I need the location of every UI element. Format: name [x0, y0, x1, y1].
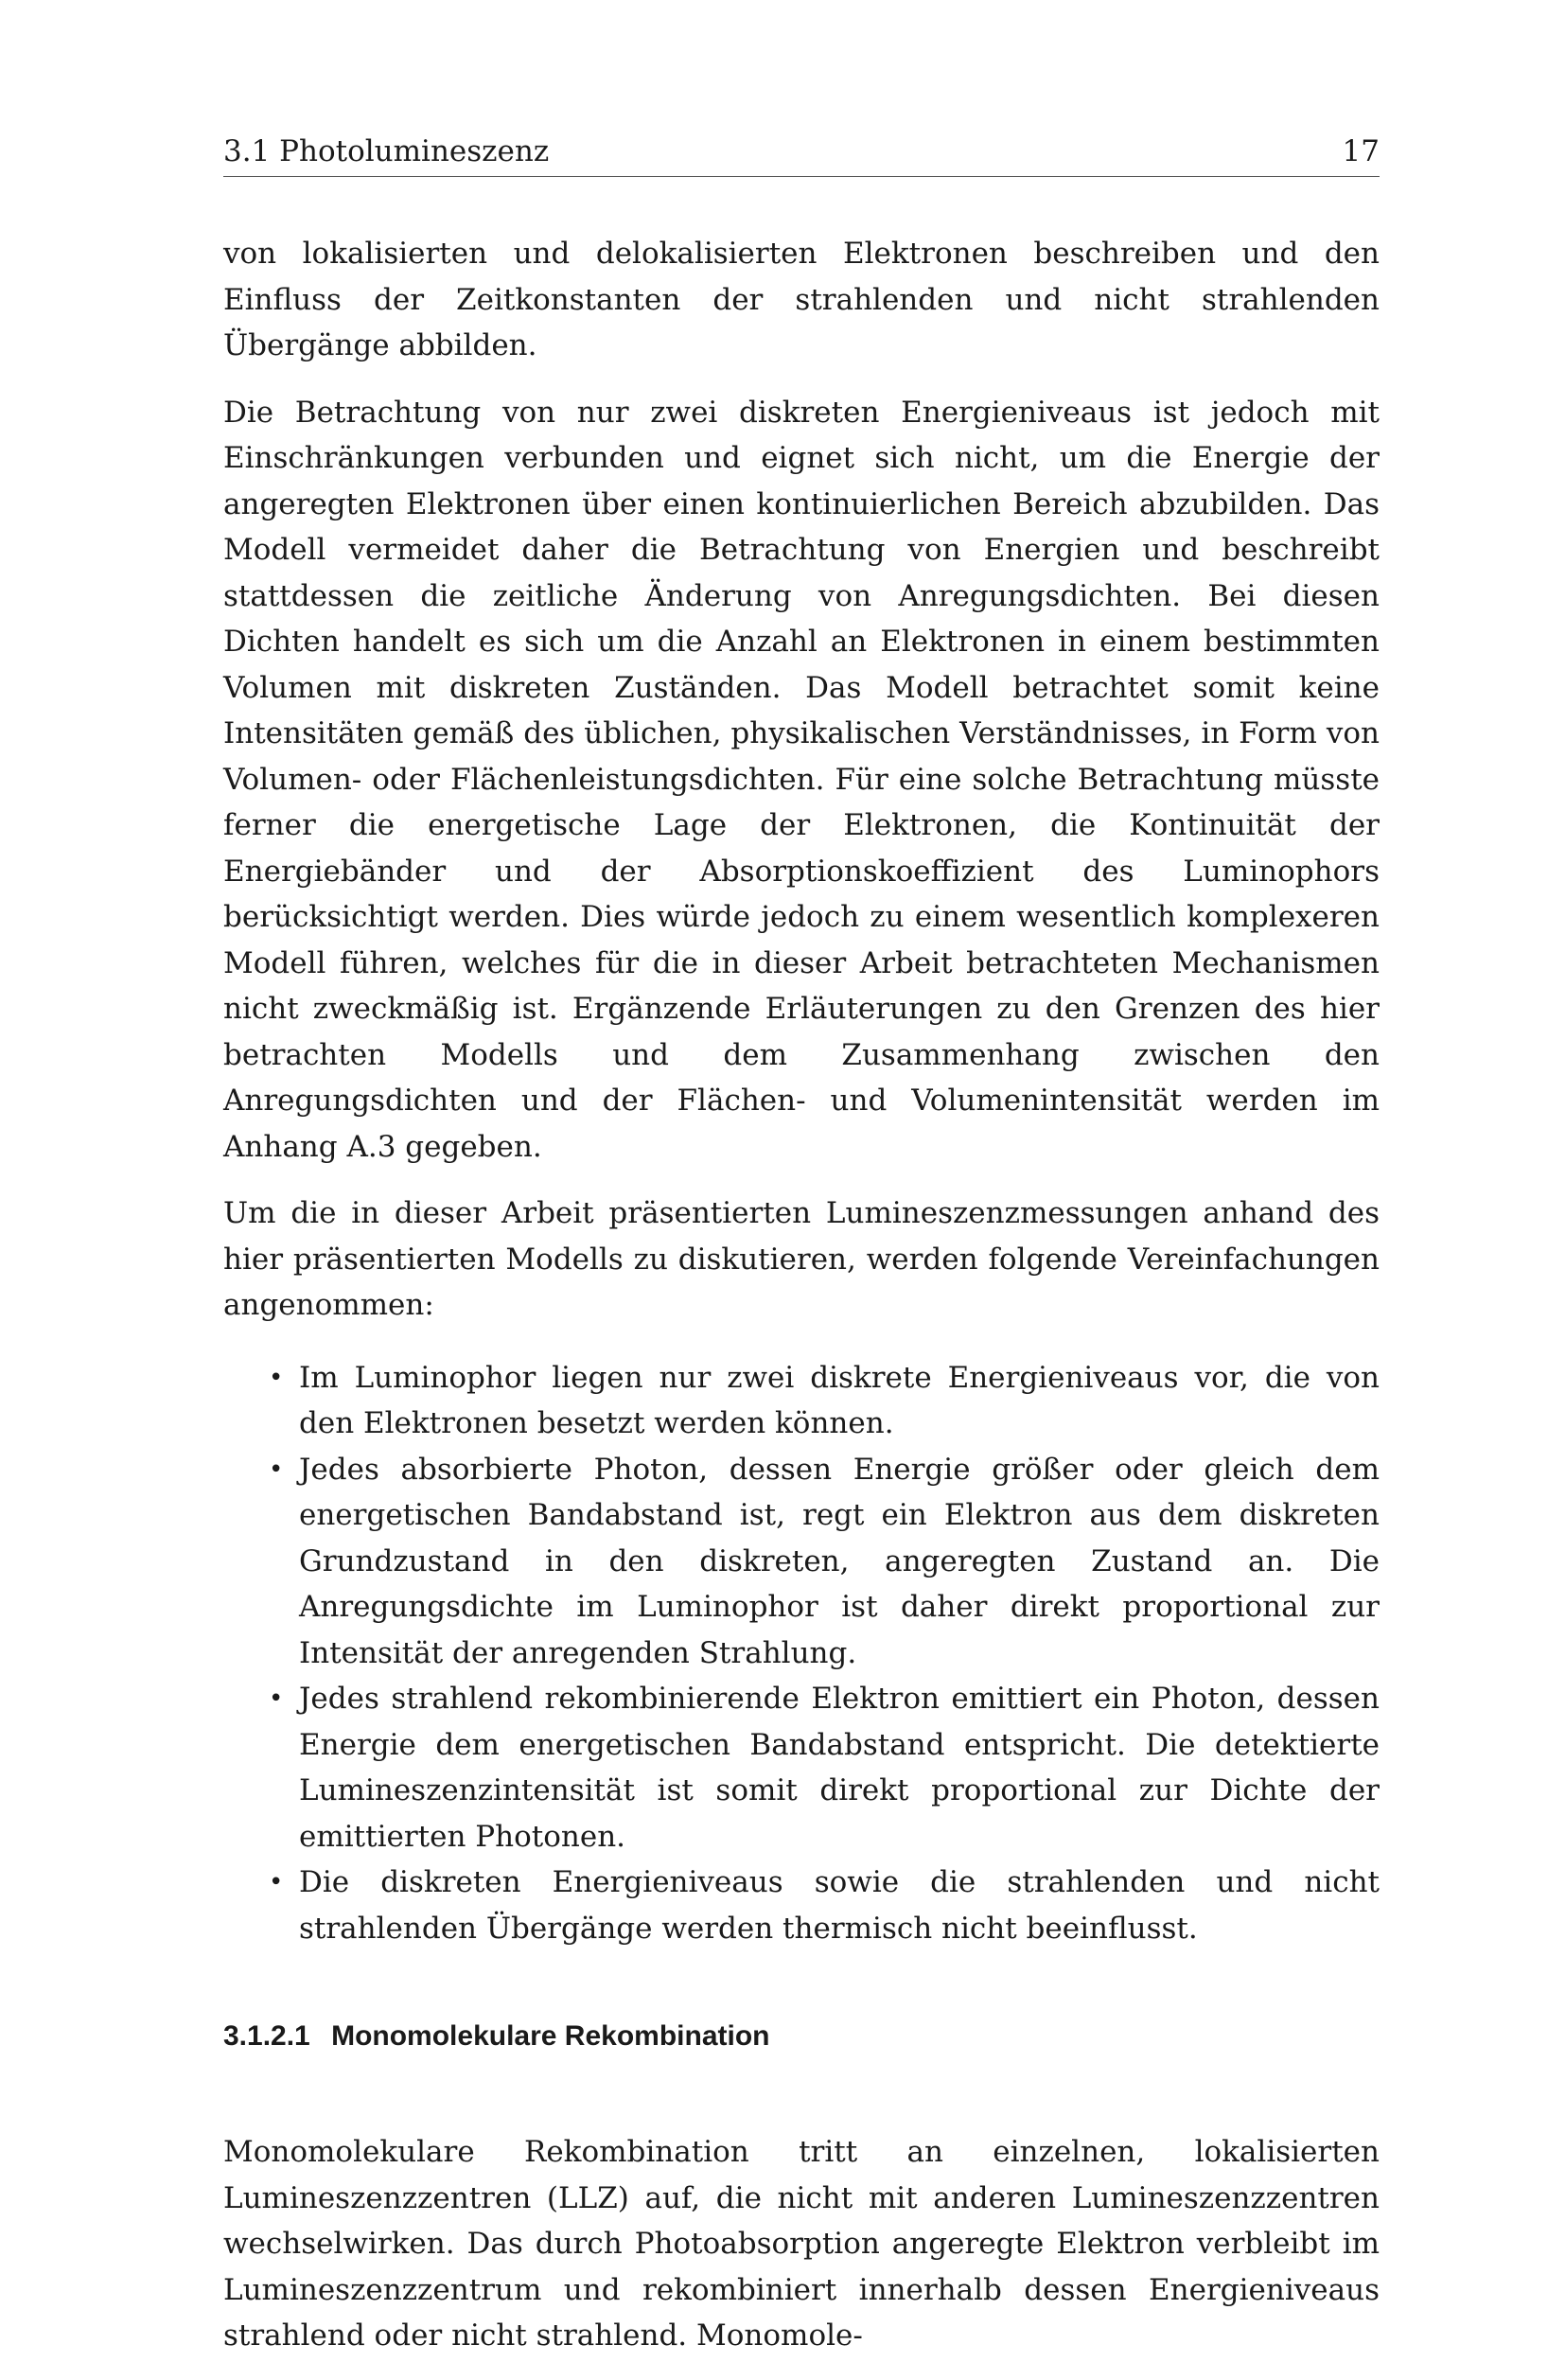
bullet-icon: • — [269, 1454, 284, 1484]
subsection-number: 3.1.2.1 — [223, 2020, 310, 2052]
list-item — [223, 1447, 1380, 1677]
body-content — [223, 231, 1380, 2380]
list-item-text: Jedes strahlend rekombinierende Elektron emittiert ein Photon, dessen Energie dem energetischen Bandabstand entspricht. Die detektierte Lumineszenzintensität ist somit direkt proportional zur Dichte der emittierten Photonen. — [299, 1682, 1380, 1854]
bullet-icon: • — [269, 1363, 284, 1392]
list-item — [223, 1355, 1380, 1447]
header-section-title: 3.1 Photolumineszenz — [223, 134, 550, 168]
list-item-text: Die diskreten Energieniveaus sowie die strahlenden und nicht strahlenden Übergänge werden thermisch nicht beeinflusst. — [299, 1865, 1380, 1946]
assumptions-list — [223, 1355, 1380, 1952]
bullet-icon: • — [269, 1684, 284, 1713]
list-item — [223, 1860, 1380, 1951]
list-item-text: Im Luminophor liegen nur zwei diskrete Energieniveaus vor, die von den Elektronen besetzt werden können. — [299, 1360, 1380, 1440]
list-item-text: Jedes absorbierte Photon, dessen Energie größer oder gleich dem energetischen Bandabstand ist, regt ein Elektron aus dem diskreten Grundzustand in den diskreten, angeregten Zustand an. Die Anregungsdichte im Luminophor ist daher direkt proportional zur Intensität der anregenden Strahlung. — [299, 1452, 1380, 1670]
paragraph: Die Betrachtung von nur zwei diskreten Energieniveaus ist jedoch mit Einschränkungen verbunden und eignet sich nicht, um die Energie der angeregten Elektronen über einen kontinuierlichen Bereich abzubilden. Das Modell vermeidet daher die Betrachtung von Energien und beschreibt stattdessen die zeitliche Änderung von Anregungsdichten. Bei diesen Dichten handelt es sich um die Anzahl an Elektronen in einem bestimmten Volumen mit diskreten Zuständen. Das Modell betrachtet somit keine Intensitäten gemäß des üblichen, physikalischen Verständnisses, in Form von Volumen- oder Flächenleistungsdichten. Für eine solche Betrachtung müsste ferner die energetische Lage der Elektronen, die Kontinuität der Energiebänder und der Absorptionskoeffizient des Luminophors berücksichtigt werden. Dies würde jedoch zu einem wesentlich komplexeren Modell führen, welches für die in dieser Arbeit betrachteten Mechanismen nicht zweckmäßig ist. Ergänzende Erläuterungen zu den Grenzen des hier betrachten Modells und dem Zusammenhang zwischen den Anregungsdichten und der Flächen- und Volumenintensität werden im Anhang A.3 gegeben. — [223, 395, 1380, 1164]
list-item — [223, 1676, 1380, 1860]
subsection-title: Monomolekulare Rekombination — [331, 2020, 770, 2052]
paragraph: Um die in dieser Arbeit präsentierten Lumineszenzmessungen anhand des hier präsentierten Modells zu diskutieren, werden folgende Vereinfachungen angenommen: — [223, 1196, 1380, 1322]
running-header — [223, 131, 1380, 177]
paragraph: von lokalisierten und delokalisierten Elektronen beschreiben und den Einfluss der Zeitkonstanten der strahlenden und nicht strahlenden Übergänge abbilden. — [223, 237, 1380, 362]
subsection-heading — [223, 2016, 1380, 2057]
bullet-icon: • — [269, 1868, 284, 1896]
paragraph: Monomolekulare Rekombination tritt an einzelnen, lokalisierten Lumineszenzzentren (LLZ) auf, die nicht mit anderen Lumineszenzzentren wechselwirken. Das durch Photoabsorption angeregte Elektron verbleibt im Lumineszenzzentrum und rekombiniert innerhalb dessen Energieniveaus strahlend oder nicht strahlend. Monomole- — [223, 2135, 1380, 2353]
page-number: 17 — [1342, 134, 1380, 168]
